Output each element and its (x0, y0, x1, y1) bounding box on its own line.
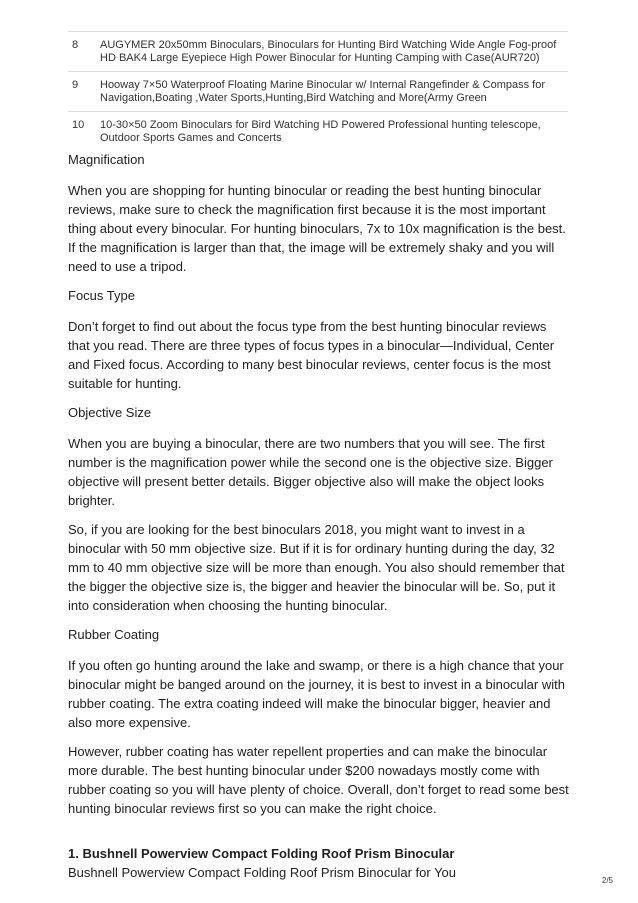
section-heading-objective-size: Objective Size (68, 405, 152, 420)
product-subtitle: Bushnell Powerview Compact Folding Roof Prism Binocular for You (68, 865, 457, 880)
section-heading-rubber-coating: Rubber Coating (68, 627, 160, 642)
row-number: 10 (72, 119, 85, 131)
row-number: 8 (72, 39, 79, 51)
table-row (68, 72, 568, 112)
product-title: 1. Bushnell Powerview Compact Folding Roof Prism Binocular (68, 846, 455, 861)
row-product-name: AUGYMER 20x50mm Binoculars, Binoculars for Hunting Bird Watching Wide Angle Fog-proof HD BAK4 Large Eyepiece High Power Binocular for Hunting Camping with Case(AUR720) (100, 39, 557, 64)
article-body (68, 150, 570, 882)
section-heading-magnification: Magnification (68, 152, 145, 167)
row-product-name: 10-30×50 Zoom Binoculars for Bird Watching HD Powered Professional hunting telescope, Outdoor Sports Games and Concerts (100, 119, 541, 144)
table-row (68, 32, 568, 72)
row-product-name: Hooway 7×50 Waterproof Floating Marine Binocular w/ Internal Rangefinder & Compass for Navigation,Boating ,Water Sports,Hunting,Bird Watching and More(Army Green (100, 79, 546, 104)
paragraph: When you are shopping for hunting binocular or reading the best hunting binocular reviews, make sure to check the magnification first because it is the most important thing about every binocular. For hunting binoculars, 7x to 10x magnification is the best. If the magnification is larger than that, the image will be extremely shaky and you will need to use a tripod. (68, 183, 566, 274)
section-heading-focus-type: Focus Type (68, 288, 135, 303)
page-number: 2/5 (601, 876, 613, 885)
ranking-table (68, 31, 568, 151)
paragraph: When you are buying a binocular, there are two numbers that you will see. The first number is the magnification power while the second one is the objective size. Bigger objective will present better details. Bigger objective also will make the object looks brighter. (68, 436, 553, 508)
paragraph: So, if you are looking for the best binoculars 2018, you might want to invest in a binocular with 50 mm objective size. But if it is for ordinary hunting during the day, 32 mm to 40 mm objective size will be more than enough. You also should remember that the bigger the objective size is, the bigger and heavier the binocular will be. So, put it into consideration when choosing the hunting binocular. (68, 522, 565, 613)
table-row (68, 112, 568, 152)
paragraph: If you often go hunting around the lake and swamp, or there is a high chance that your binocular might be banged around on the journey, it is best to invest in a binocular with rubber coating. The extra coating indeed will make the binocular bigger, heavier and also more expensive. (68, 658, 565, 730)
paragraph: However, rubber coating has water repellent properties and can make the binocular more durable. The best hunting binocular under $200 nowadays mostly come with rubber coating so you will have plenty of choice. Overall, don’t forget to read some best hunting binocular reviews first so you can make the right choice. (68, 744, 569, 816)
row-number: 9 (72, 79, 79, 91)
paragraph: Don’t forget to find out about the focus type from the best hunting binocular reviews that you read. There are three types of focus types in a binocular—Individual, Center and Fixed focus. According to many best binocular reviews, center focus is the most suitable for hunting. (68, 319, 555, 391)
